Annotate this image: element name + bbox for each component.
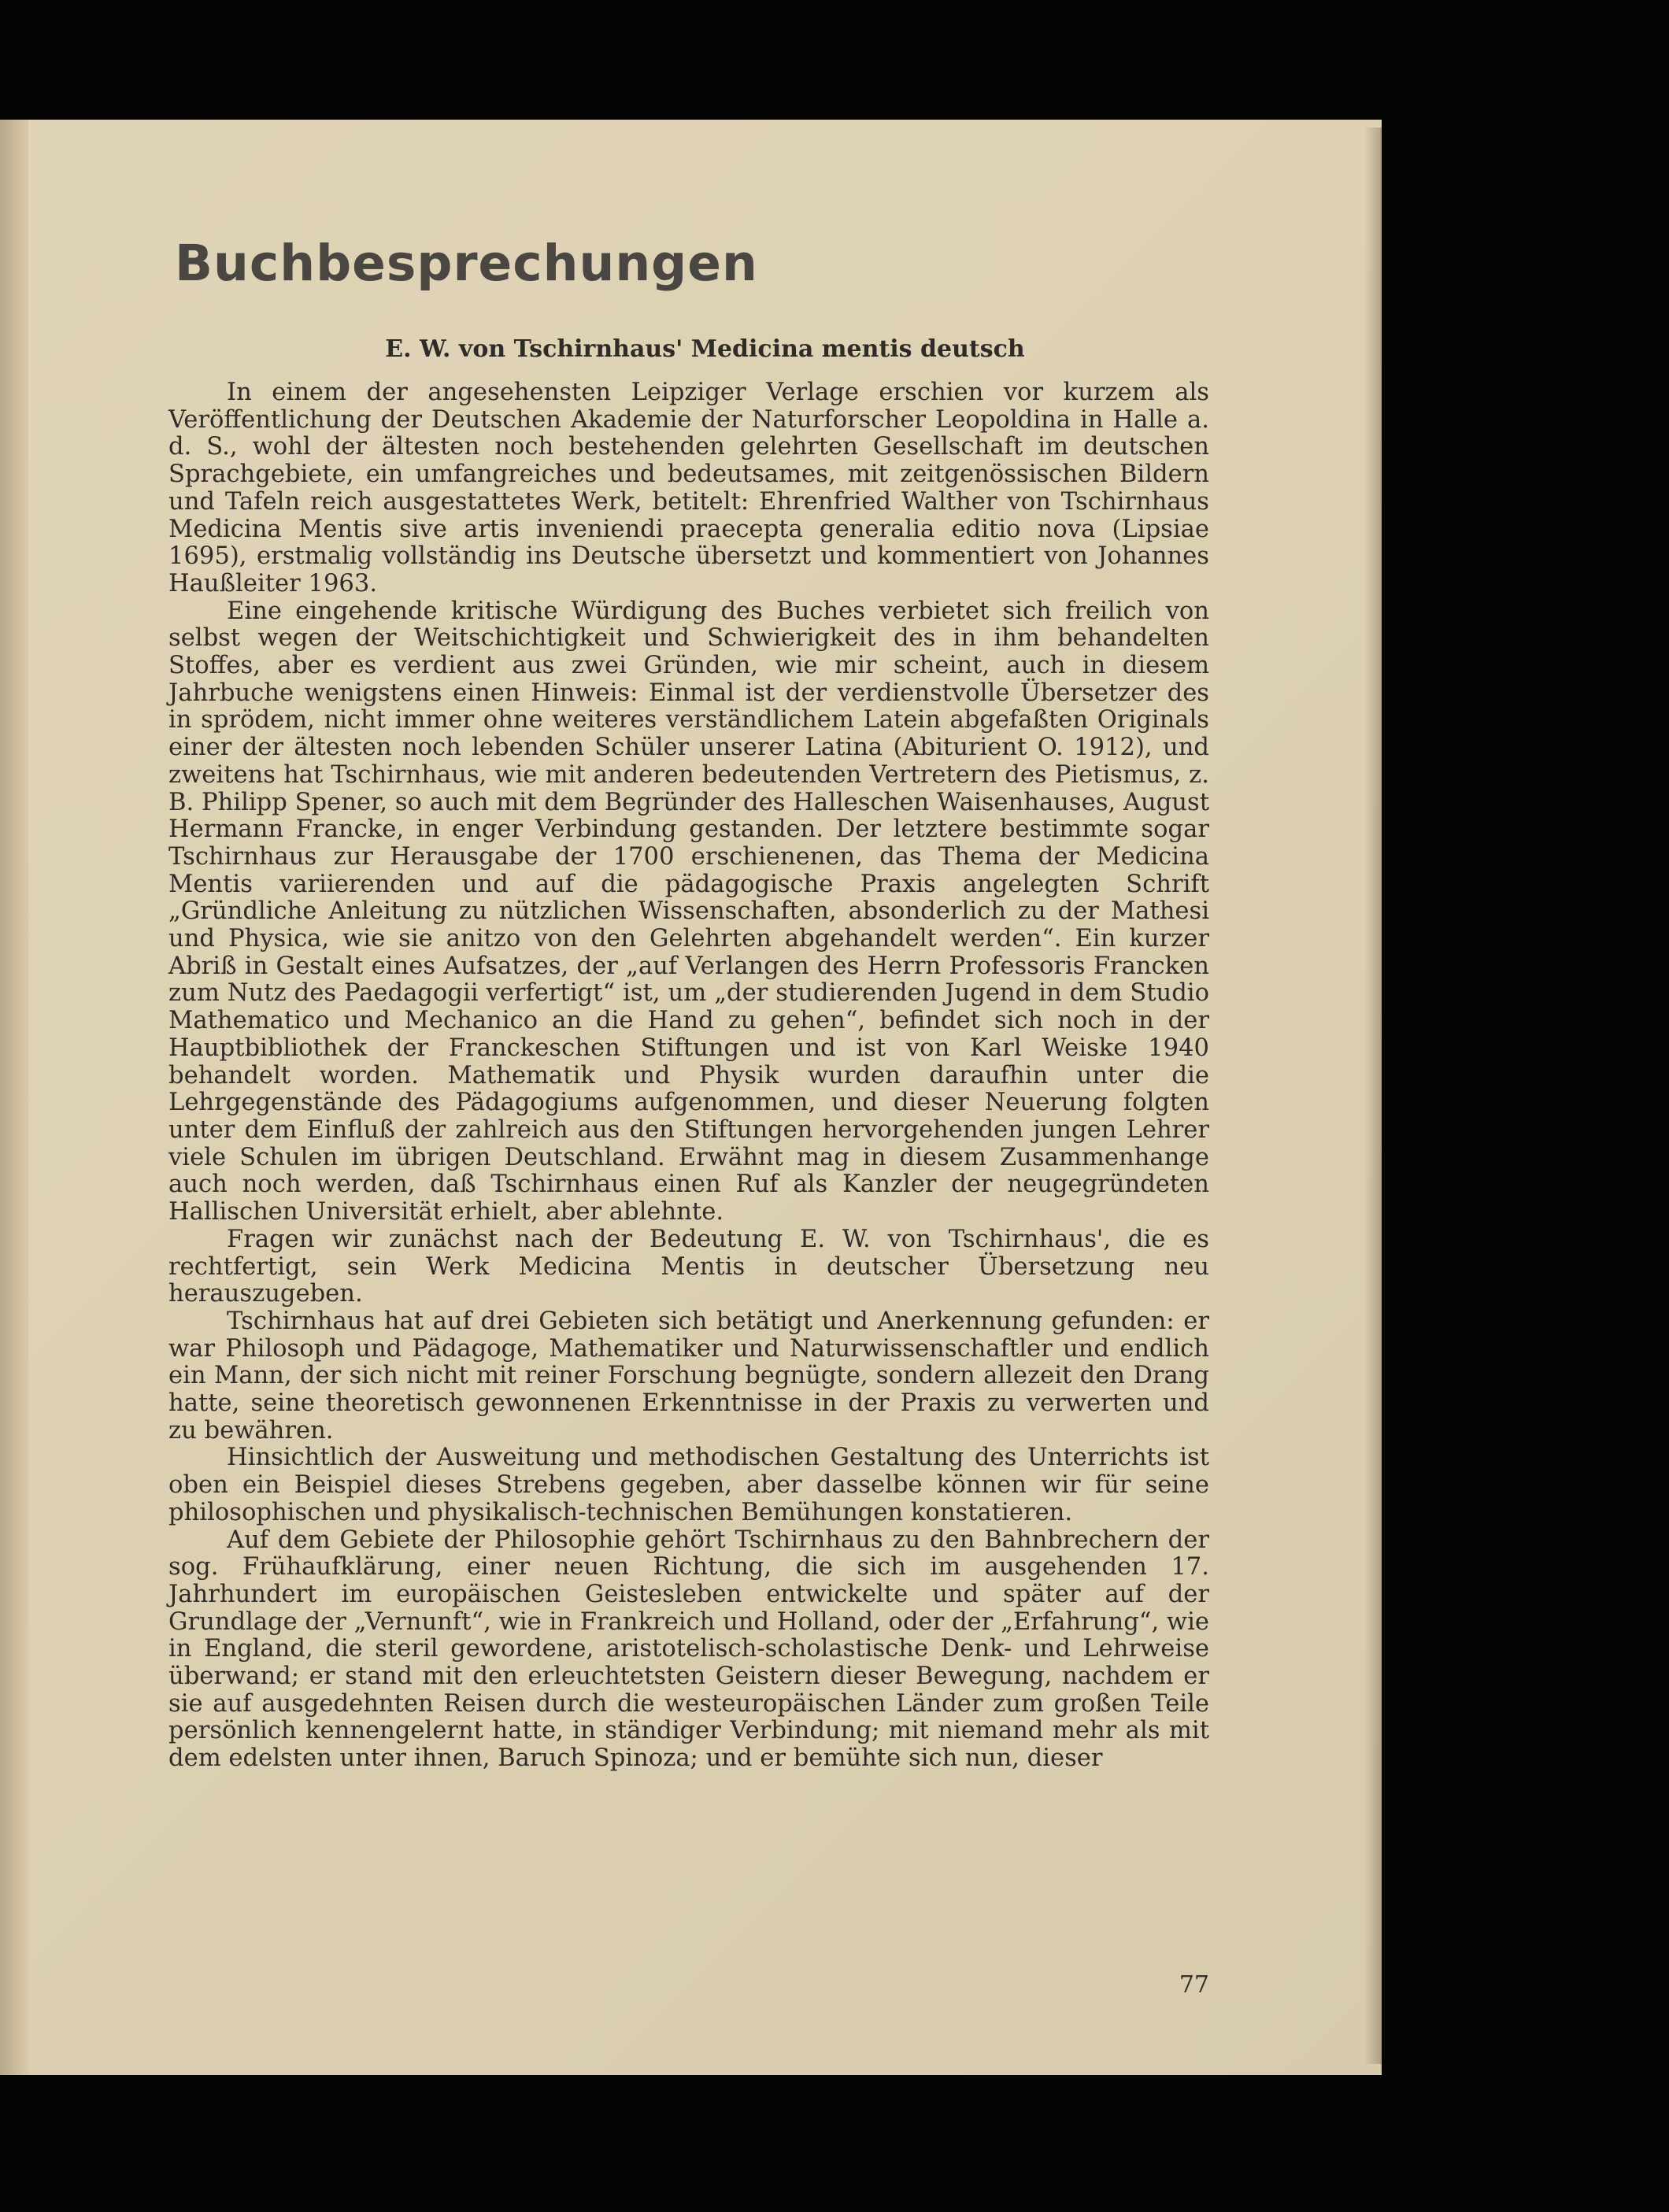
paragraph: Auf dem Gebiete der Philosophie gehört Tschirnhaus zu den Bahnbrechern der sog. Frühaufklärung, einer neuen Richtung, die sich im ausgehenden 17. Jahrhundert im europäischen Geistesleben entwickelte und später auf der Grundlage der „Vernunft“, wie in Frankreich und Holland, oder der „Erfahrung“, wie in England, die steril gewordene, aristotelisch-scholastische Denk- und Lehrweise überwand; er stand mit den erleuchtetsten Geistern dieser Bewegung, nachdem er sie auf ausgedehnten Reisen durch die westeuropäischen Länder zum großen Teile persönlich kennengelernt hatte, in ständiger Verbindung; mit niemand mehr als mit dem edelsten unter ihnen, Baruch Spinoza; und er bemühte sich nun, dieser [168,1526,1209,1773]
paragraph: Eine eingehende kritische Würdigung des Buches verbietet sich freilich von selbst wegen der Weitschichtigkeit und Schwierigkeit des in ihm behandelten Stoffes, aber es verdient aus zwei Gründen, wie mir scheint, auch in diesem Jahrbuche wenigstens einen Hinweis: Einmal ist der verdienstvolle Übersetzer des in sprödem, nicht immer ohne weiteres verständlichem Latein abgefaßten Originals einer der ältesten noch lebenden Schüler unserer Latina (Abiturient O. 1912), und zweitens hat Tschirnhaus, wie mit anderen bedeutenden Vertretern des Pietismus, z. B. Philipp Spener, so auch mit dem Begründer des Halleschen Waisenhauses, August Hermann Francke, in enger Verbindung gestanden. Der letztere bestimmte sogar Tschirnhaus zur Herausgabe der 1700 erschienenen, das Thema der Medicina Mentis variierenden und auf die pädagogische Praxis angelegten Schrift „Gründliche Anleitung zu nützlichen Wissenschaften, absonderlich zu der Mathesi und Physica, wie sie anitzo von den Gelehrten abgehandelt werden“. Ein kurzer Abriß in Gestalt eines Aufsatzes, der „auf Verlangen des Herrn Professoris Francken zum Nutz des Paedagogii verfertigt“ ist, um „der studierenden Jugend in dem Studio Mathematico und Mechanico an die Hand zu gehen“, befindet sich noch in der Hauptbibliothek der Franckeschen Stiftungen und ist von Karl Weiske 1940 behandelt worden. Mathematik und Physik wurden daraufhin unter die Lehrgegenstände des Pädagogiums aufgenommen, und dieser Neuerung folgten unter dem Einfluß der zahlreich aus den Stiftungen hervorgehenden jungen Lehrer viele Schulen im übrigen Deutschland. Erwähnt mag in diesem Zusammenhange auch noch werden, daß Tschirnhaus einen Ruf als Kanzler der neugegründeten Hallischen Universität erhielt, aber ablehnte. [168,597,1209,1226]
page-number: 77 [1179,1971,1209,1999]
paragraph: In einem der angesehensten Leipziger Verlage erschien vor kurzem als Veröffentlichung der Deutschen Akademie der Naturforscher Leopoldina in Halle a. d. S., wohl der ältesten noch bestehenden gelehrten Gesellschaft im deutschen Sprachgebiete, ein umfangreiches und bedeutsames, mit zeitgenössischen Bildern und Tafeln reich ausgestattetes Werk, betitelt: Ehrenfried Walther von Tschirnhaus Medicina Mentis sive artis inveniendi praecepta generalia editio nova (Lipsiae 1695), erstmalig vollständig ins Deutsche übersetzt und kommentiert von Johannes Haußleiter 1963. [168,379,1209,597]
review-title: E. W. von Tschirnhaus' Medicina mentis deutsch [385,335,1025,363]
paragraph: Hinsichtlich der Ausweitung und methodischen Gestaltung des Unterrichts ist oben ein Beispiel dieses Strebens gegeben, aber dasselbe können wir für seine philosophischen und physikalisch-technischen Bemühungen konstatieren. [168,1444,1209,1526]
section-heading: Buchbesprechungen [175,235,758,292]
paragraph: Fragen wir zunächst nach der Bedeutung E. W. von Tschirnhaus', die es rechtfertigt, sein Werk Medicina Mentis in deutscher Übersetzung neu herauszugeben. [168,1225,1209,1308]
left-page-edge [0,120,28,2075]
article-body [168,379,1209,1773]
scanned-page [28,120,1382,2075]
paragraph: Tschirnhaus hat auf drei Gebieten sich betätigt und Anerkennung gefunden: er war Philosoph und Pädagoge, Mathematiker und Naturwissenschaftler und endlich ein Mann, der sich nicht mit reiner Forschung begnügte, sondern allezeit den Drang hatte, seine theoretisch gewonnenen Erkenntnisse in der Praxis zu verwerten und zu bewähren. [168,1307,1209,1444]
